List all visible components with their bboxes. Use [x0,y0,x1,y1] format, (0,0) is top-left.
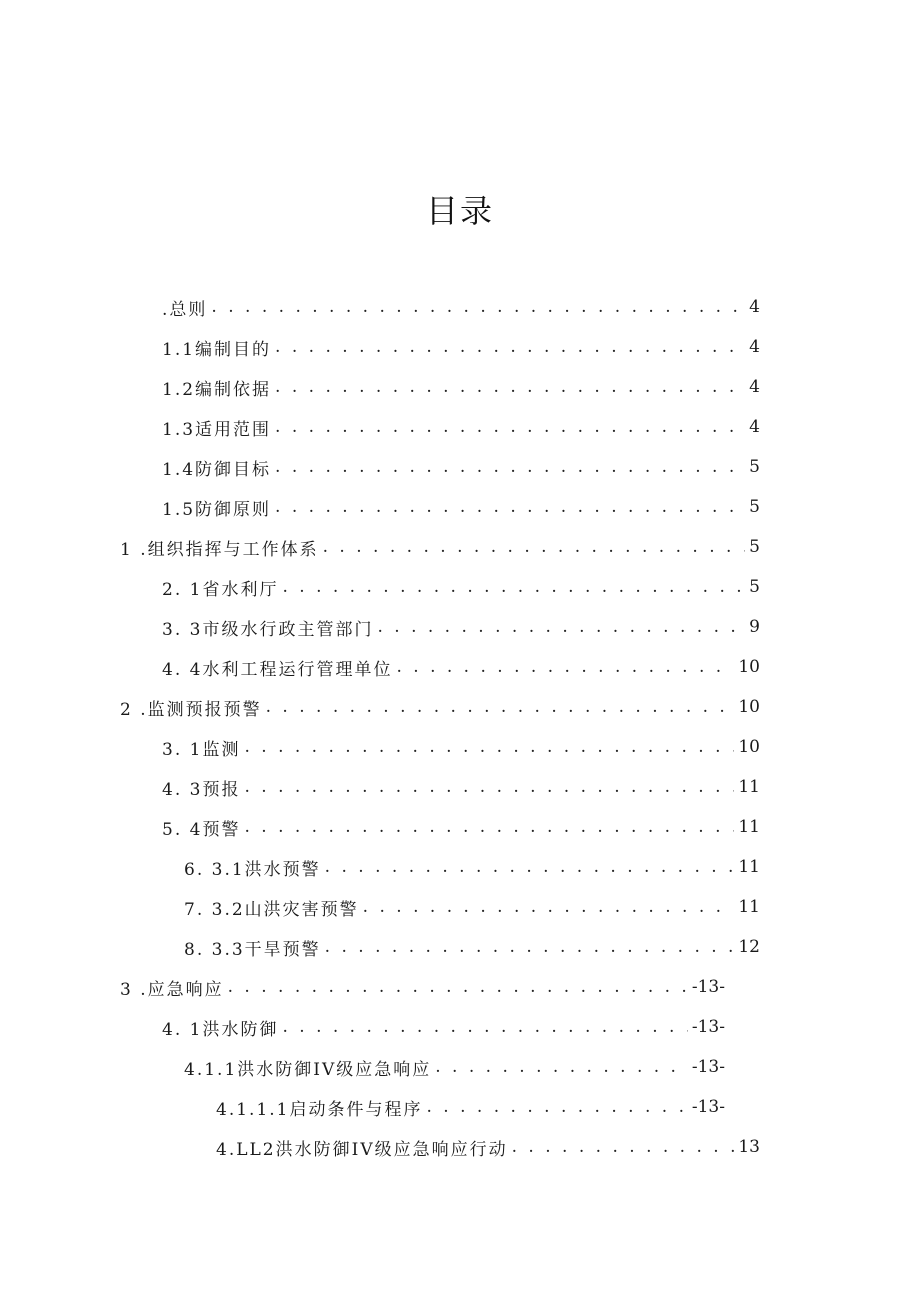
toc-leader [275,377,745,397]
toc-entry-label: 4. 1洪水防御 [162,1019,279,1040]
toc-entry-page: 4 [749,377,760,397]
toc-entry-label: 4. 3预报 [162,779,241,800]
toc-leader [325,857,735,877]
toc-entry-page: 10 [738,697,760,717]
toc-leader [323,537,746,557]
toc-entry-page: 5 [749,537,760,557]
toc-entry-label: 1.1编制目的 [162,339,272,360]
toc-leader [275,497,745,517]
toc-entry-label: 1.2编制依据 [162,379,272,400]
toc-entry-label: 3 .应急响应 [120,979,224,1000]
toc-entry-page: 13 [738,1137,760,1157]
toc-entry-page: 9 [749,617,760,637]
toc-leader [396,657,734,677]
toc-leader [512,1137,735,1157]
toc-entry[interactable] [162,612,760,642]
toc-entry[interactable] [216,1132,760,1162]
toc-entry-page: 5 [749,577,760,597]
toc-entry-label: .总则 [162,299,208,320]
toc-leader [363,897,735,917]
toc-entry-page: 4 [749,337,760,357]
toc-entry-page: 12 [738,937,760,957]
toc-leader [282,1017,687,1037]
toc-leader [377,617,745,637]
toc-entry[interactable] [162,1012,725,1042]
toc-leader [275,457,745,477]
toc-entry[interactable] [184,1052,725,1082]
toc-entry-page: 5 [749,457,760,477]
toc-leader [244,777,734,797]
toc-leader [228,977,688,997]
toc-leader [275,417,745,437]
toc-entry-label: 1.3适用范围 [162,419,272,440]
toc-entry-page: 11 [738,777,760,797]
toc-leader [325,937,735,957]
toc-entry-label: 4.1.1.1启动条件与程序 [216,1099,423,1120]
toc-entry[interactable] [162,332,760,362]
toc-leader [275,337,745,357]
toc-entry-label: 4.LL2洪水防御IV级应急响应行动 [216,1139,508,1160]
toc-entry-page: 11 [738,817,760,837]
toc-leader [426,1097,687,1117]
toc-entry[interactable] [120,692,760,722]
toc-entry-label: 7. 3.2山洪灾害预警 [184,899,359,920]
toc-entry-page: -13- [691,1097,725,1117]
toc-leader [244,737,734,757]
toc-entry-label: 3. 1监测 [162,739,241,760]
toc-entry-page: 11 [738,857,760,877]
toc-entry-page: 4 [749,417,760,437]
toc-entry-label: 6. 3.1洪水预警 [184,859,321,880]
toc-entry-label: 1.4防御目标 [162,459,272,480]
toc-entry-page: 10 [738,737,760,757]
toc-entry[interactable] [162,652,760,682]
toc-entry[interactable] [162,732,760,762]
toc-entry[interactable] [162,412,760,442]
toc-entry-page: 11 [738,897,760,917]
toc-entry[interactable] [184,932,760,962]
toc-entry-page: -13- [691,1017,725,1037]
toc-leader [244,817,734,837]
toc-leader [211,297,745,317]
toc-entry-label: 4. 4水利工程运行管理单位 [162,659,393,680]
toc-entry[interactable] [184,852,760,882]
toc-entry[interactable] [162,292,760,322]
toc-entry[interactable] [162,772,760,802]
toc-entry[interactable] [162,812,760,842]
toc-entry[interactable] [162,452,760,482]
toc-entry-label: 2. 1省水利厅 [162,579,279,600]
toc-leader [435,1057,688,1077]
toc-entry-page: 4 [749,297,760,317]
toc-entry-page: 10 [738,657,760,677]
toc-entry[interactable] [120,532,760,562]
toc-entry[interactable] [216,1092,725,1122]
toc-entry-label: 8. 3.3干旱预警 [184,939,321,960]
toc-entry[interactable] [162,492,760,522]
toc-leader [266,697,735,717]
toc-entry[interactable] [162,372,760,402]
page-title: 目录 [425,192,494,230]
toc-entry-label: 2 .监测预报预警 [120,699,262,720]
toc-entry[interactable] [162,572,760,602]
toc-entry[interactable] [184,892,760,922]
toc-entry[interactable] [120,972,725,1002]
toc-entry-label: 4.1.1洪水防御IV级应急响应 [184,1059,432,1080]
toc-entry-page: 5 [749,497,760,517]
toc-entry-page: -13- [691,977,725,997]
toc-entry-label: 3. 3市级水行政主管部门 [162,619,374,640]
toc-entry-label: 1.5防御原则 [162,499,272,520]
toc-entry-label: 5. 4预警 [162,819,241,840]
toc-leader [282,577,745,597]
toc-entry-page: -13- [691,1057,725,1077]
toc-entry-label: 1 .组织指挥与工作体系 [120,539,319,560]
